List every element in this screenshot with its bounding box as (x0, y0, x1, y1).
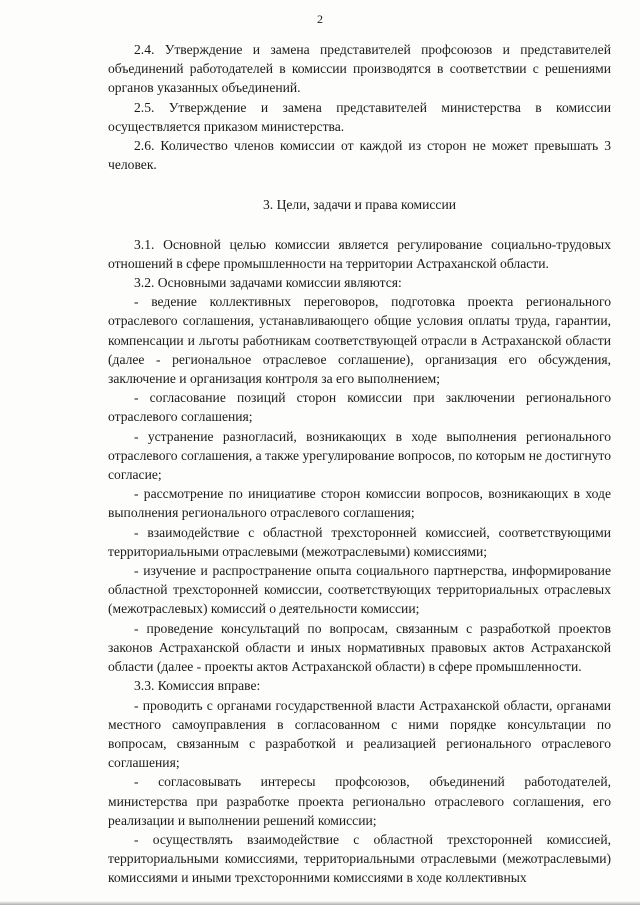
task-item: - изучение и распространение опыта социального партнерства, информирование областной трехсторонней комиссии, соответствующих территориальных отраслевых (межотраслевых) комиссий о деятельности комиссии; (108, 563, 611, 617)
paragraph-3-1: 3.1. Основной целью комиссии является регулирование социально-трудовых отношений в сфере промышленности на территории Астраханской области. (108, 236, 611, 271)
paragraph-2-4: 2.4. Утверждение и замена представителей профсоюзов и представителей объединений работодателей в комиссии производятся в соответствии с решениями органов указанных объединений. (108, 42, 611, 96)
page-number: 2 (317, 12, 323, 26)
task-item: - согласование позиций сторон комиссии при заключении регионального отраслевого соглашения; (108, 390, 611, 425)
right-item: - согласовывать интересы профсоюзов, объединений работодателей, министерства при разработке проекта регионально отраслевого соглашения, его реализации и выполнении решений комиссии; (108, 774, 611, 828)
task-item: - устранение разногласий, возникающих в ходе выполнения регионального отраслевого соглашения, а также урегулирование вопросов, по которым не достигнуто согласие; (108, 428, 611, 483)
task-item: - проведение консультаций по вопросам, связанным с разработкой проектов законов Астраханской области и иных нормативных правовых актов Астраханской области (далее - проекты актов Астраханской области) в сфере промышленности. (108, 620, 611, 675)
right-item: - проводить с органами государственной власти Астраханской области, органами местного самоуправления в согласованном с ними порядке консультации по вопросам, связанным с разработкой и реализацией регионального отраслевого соглашения; (108, 697, 611, 771)
section-3-heading: 3. Цели, задачи и права комиссии (262, 197, 456, 213)
scan-bottom-edge (0, 901, 640, 905)
paragraph-2-5: 2.5. Утверждение и замена представителей министерства в комиссии осуществляется приказом министерства. (108, 99, 611, 134)
task-item: - ведение коллективных переговоров, подготовка проекта регионального отраслевого соглашения, устанавливающего общие условия оплаты труда, гарантии, компенсации и льготы работникам соответствующей отрасли в Астраханской области (далее - региональное отраслевое соглашение), организация его обсуждения, заключение и организация контроля за его выполнением; (108, 294, 611, 387)
paragraph-3-2-intro: 3.2. Основными задачами комиссии являются: (134, 275, 402, 291)
paragraph-2-6: 2.6. Количество членов комиссии от каждой из сторон не может превышать 3 человек. (108, 138, 611, 173)
document-body (108, 40, 611, 888)
task-item: - взаимодействие с областной трехсторонней комиссией, соответствующими территориальными отраслевыми (межотраслевыми) комиссиями; (108, 524, 611, 559)
paragraph-3-3-intro: 3.3. Комиссия вправе: (134, 678, 261, 694)
right-item: - осуществлять взаимодействие с областной трехсторонней комиссией, территориальными комиссиями, территориальными отраслевыми (межотраслевыми) комиссиями и иными трехсторонними комиссиями в ходе коллективных (108, 831, 611, 886)
task-item: - рассмотрение по инициативе сторон комиссии вопросов, возникающих в ходе выполнения регионального отраслевого соглашения; (108, 486, 611, 521)
